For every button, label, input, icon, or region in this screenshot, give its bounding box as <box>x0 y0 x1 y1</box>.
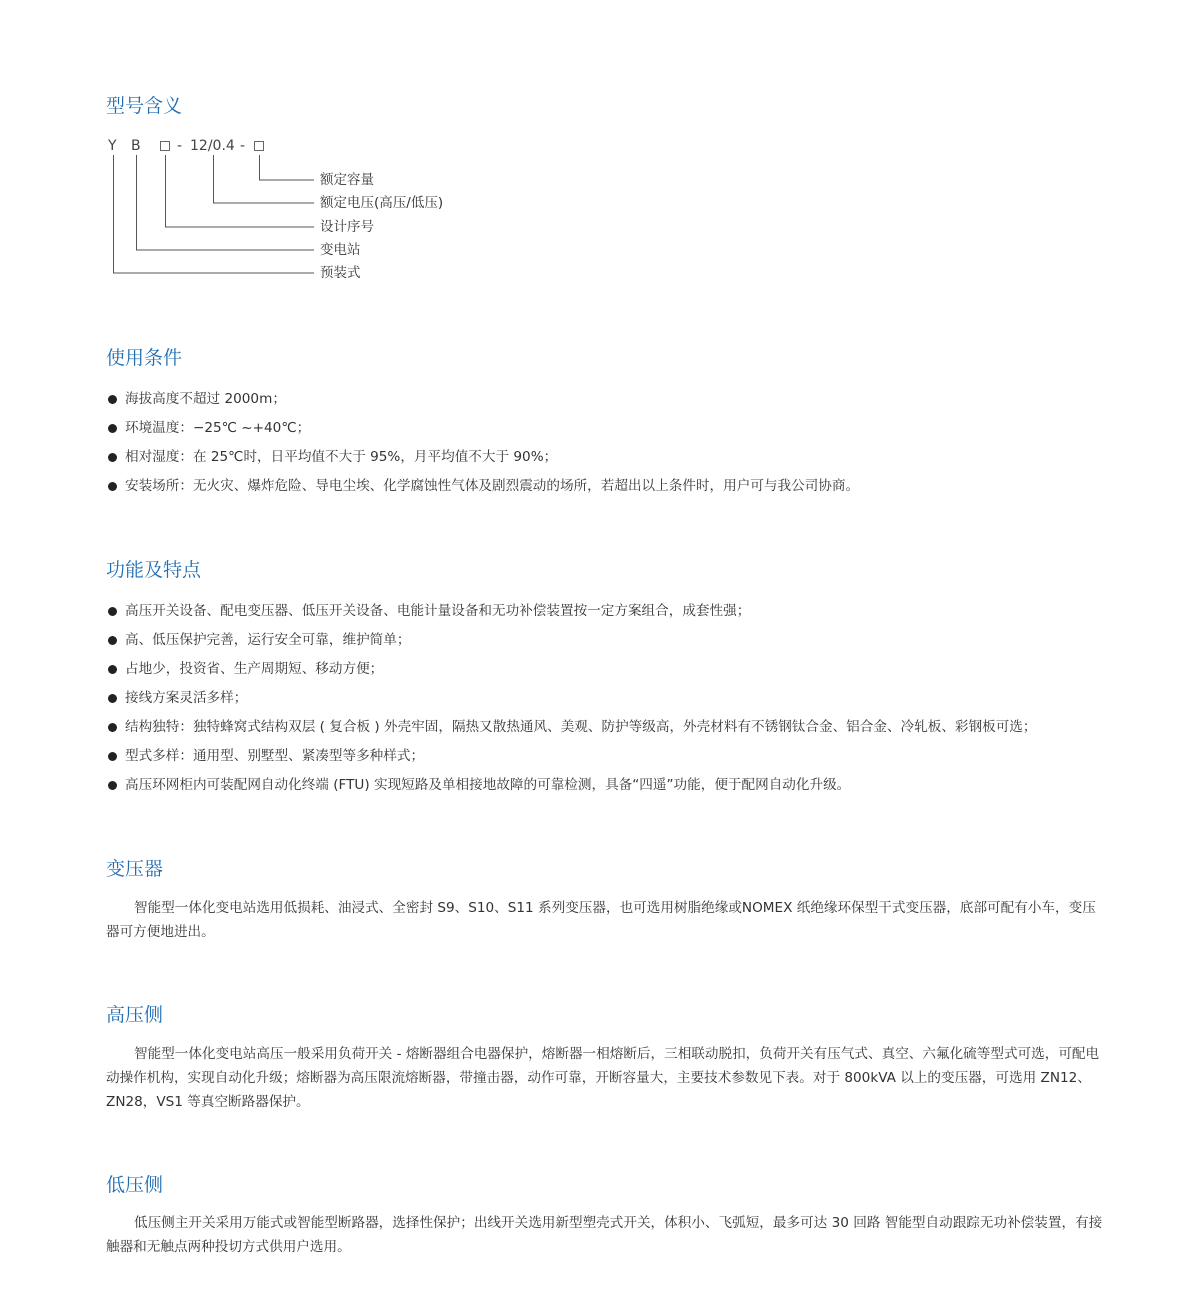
section-heading-high-voltage: 高压侧 <box>106 1004 164 1026</box>
list-item <box>108 659 1036 688</box>
low-voltage-paragraph: 低压侧主开关采用万能式或智能型断路器，选择性保护；出线开关选用新型塑壳式开关，体积小、飞弧短，最多可达 30 回路 智能型自动跟踪无功补偿装置，有接触器和无触点两种投切方式供用户选用。 <box>106 1215 1103 1255</box>
bullet-icon <box>108 607 117 616</box>
section-heading-features: 功能及特点 <box>106 559 202 581</box>
features-list <box>108 601 1036 804</box>
bullet-icon <box>108 752 117 761</box>
bullet-icon <box>108 665 117 674</box>
list-item-text: 海拔高度不超过 2000m； <box>125 391 286 407</box>
code-letter-y: Y <box>108 138 117 154</box>
bullet-icon <box>108 424 117 433</box>
list-item-text: 安装场所：无火灾、爆炸危险、导电尘埃、化学腐蚀性气体及剧烈震动的场所，若超出以上条件时，用户可与我公司协商。 <box>125 478 860 494</box>
legend-design-number: 设计序号 <box>320 219 374 235</box>
bullet-icon <box>108 636 117 645</box>
list-item <box>108 447 859 476</box>
high-voltage-paragraph: 智能型一体化变电站高压一般采用负荷开关 - 熔断器组合电器保护，熔断器一相熔断后，三相联动脱扣，负荷开关有压气式、真空、六氟化硫等型式可选，可配电动操作机构，实现自动化升级；熔断器为高压限流熔断器，带撞击器，动作可靠，开断容量大，主要技术参数见下表。对于 800kVA 以上的变压器，可选用 ZN12、 ZN28，VS1 等真空断路器保护。 <box>106 1046 1100 1110</box>
code-voltage: 12/0.4 <box>190 138 235 154</box>
code-dash-2: - <box>240 138 246 154</box>
list-item <box>108 418 859 447</box>
transformer-paragraph: 智能型一体化变电站选用低损耗、油浸式、全密封 S9、S10、S11 系列变压器，也可选用树脂绝缘或NOMEX 纸绝缘环保型干式变压器，底部可配有小车，变压器可方便地进出。 <box>106 900 1096 940</box>
list-item <box>108 389 859 418</box>
diagram-leader-lines <box>0 0 1204 300</box>
code-letter-b: B <box>131 138 141 154</box>
legend-prefabricated: 预装式 <box>320 265 361 281</box>
list-item-text: 型式多样：通用型、别墅型、紧凑型等多种样式； <box>125 748 425 764</box>
legend-rated-capacity: 额定容量 <box>320 172 374 188</box>
list-item <box>108 476 859 505</box>
bullet-icon <box>108 723 117 732</box>
bullet-icon <box>108 453 117 462</box>
list-item <box>108 775 1036 804</box>
list-item <box>108 688 1036 717</box>
list-item <box>108 601 1036 630</box>
legend-rated-voltage: 额定电压(高压/低压) <box>320 195 444 211</box>
bullet-icon <box>108 395 117 404</box>
list-item-text: 高、低压保护完善，运行安全可靠，维护简单； <box>125 632 411 648</box>
legend-substation: 变电站 <box>320 242 361 258</box>
bullet-icon <box>108 694 117 703</box>
section-heading-model-meaning: 型号含义 <box>106 95 183 117</box>
list-item <box>108 717 1036 746</box>
section-heading-conditions: 使用条件 <box>106 347 183 369</box>
list-item-text: 占地少，投资省、生产周期短、移动方便； <box>125 661 384 677</box>
list-item-text: 高压环网柜内可装配网自动化终端 (FTU) 实现短路及单相接地故障的可靠检测，具备“四遥”功能，便于配网自动化升级。 <box>125 777 851 793</box>
list-item-text: 高压开关设备、配电变压器、低压开关设备、电能计量设备和无功补偿装置按一定方案组合，成套性强； <box>125 603 751 619</box>
bullet-icon <box>108 482 117 491</box>
conditions-list <box>108 389 859 505</box>
list-item-text: 接线方案灵活多样； <box>125 690 248 706</box>
list-item <box>108 746 1036 775</box>
bullet-icon <box>108 781 117 790</box>
list-item-text: 结构独特：独特蜂窝式结构双层 ( 复合板 ) 外壳牢固，隔热又散热通风、美观、防护等级高，外壳材料有不锈钢钛合金、铝合金、冷轧板、彩钢板可选； <box>125 719 1037 735</box>
list-item-text: 环境温度：−25℃ ~+40℃； <box>125 420 311 436</box>
list-item-text: 相对湿度：在 25℃时，日平均值不大于 95%，月平均值不大于 90%； <box>125 449 558 465</box>
code-dash-1: - <box>177 138 183 154</box>
section-heading-transformer: 变压器 <box>106 858 164 880</box>
section-heading-low-voltage: 低压侧 <box>106 1174 164 1196</box>
list-item <box>108 630 1036 659</box>
